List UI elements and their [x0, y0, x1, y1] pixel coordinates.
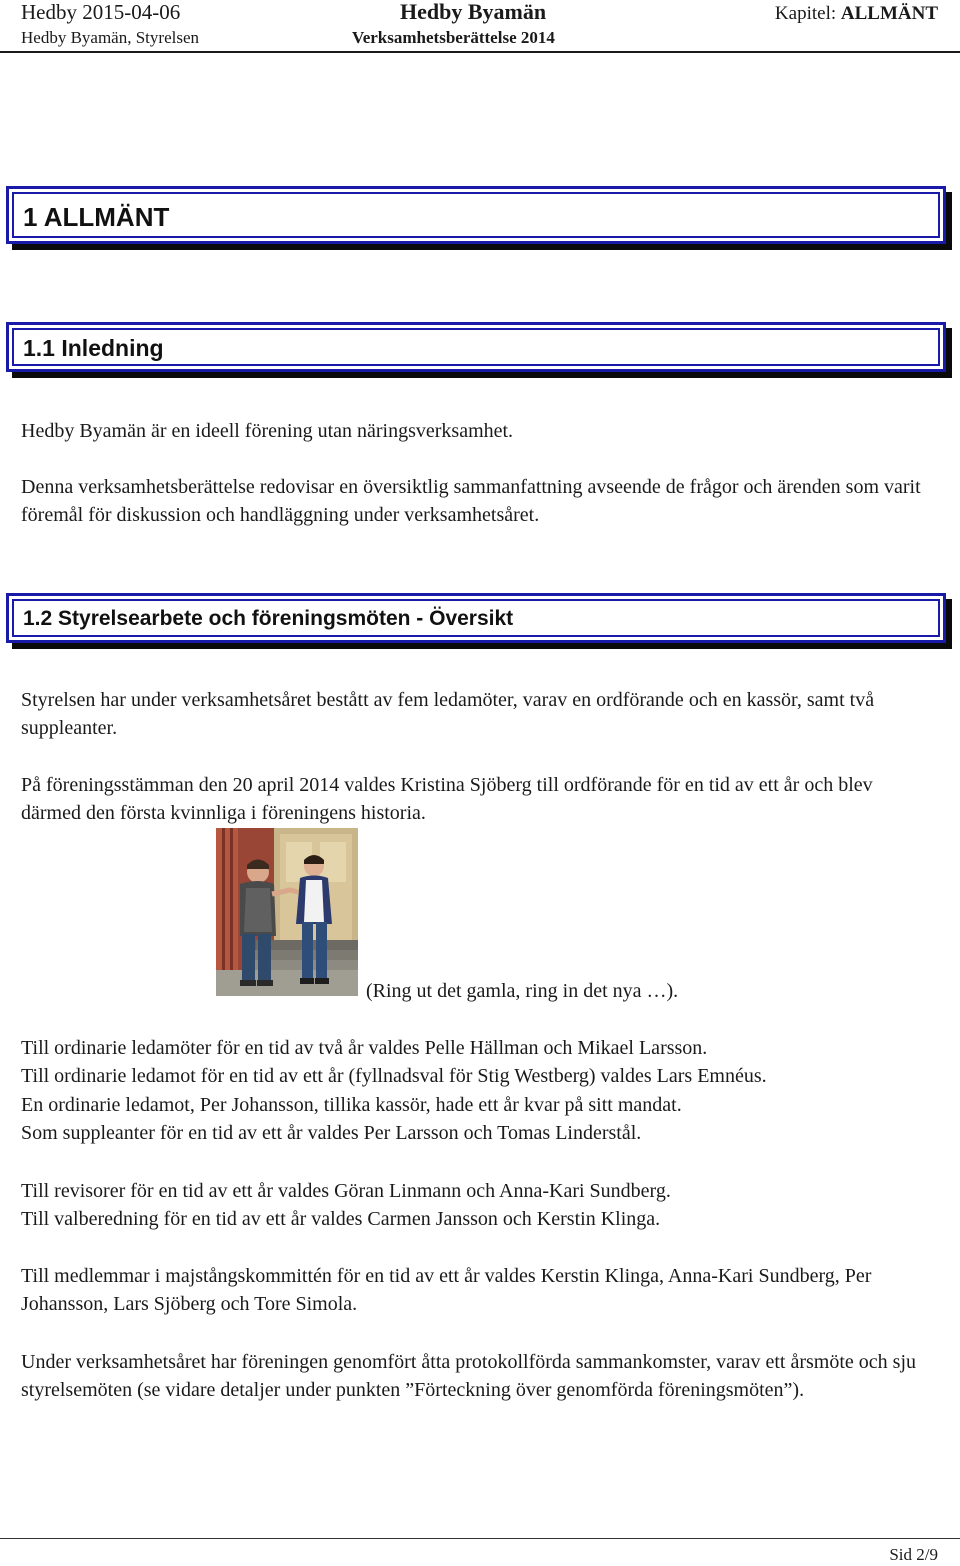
paragraph-election-l1: Till ordinarie ledamöter för en tid av två år valdes Pelle Hällman och Mikael Larsson.: [21, 1037, 708, 1059]
header-chapter-name: ALLMÄNT: [840, 3, 938, 24]
paragraph-auditors: Till revisorer för en tid av ett år valdes Göran Linmann och Anna-Kari Sundberg.: [21, 1180, 671, 1202]
heading-box-1: [6, 186, 946, 244]
paragraph-board: Styrelsen har under verksamhetsåret bestått av fem ledamöter, varav en ordförande och en kassör, samt två suppleanter.: [21, 689, 875, 739]
photo-chair-handover: [216, 828, 358, 996]
photo-illustration: [216, 828, 358, 996]
paragraph-chair: På föreningsstämman den 20 april 2014 valdes Kristina Sjöberg till ordförande för en tid av ett år och blev därmed den första kvinnliga i föreningens historia.: [21, 774, 873, 824]
header-divider: [0, 51, 960, 53]
paragraph-meetings: Under verksamhetsåret har föreningen genomfört åtta protokollförda sammankomster, varav ett årsmöte och sju styrelsemöten (se vidare detaljer under punkten ”Förteckning över genomförda föreningsmöten”).: [21, 1351, 917, 1401]
header-chapter-prefix: Kapitel:: [774, 3, 841, 24]
paragraph-intro-1: Hedby Byamän är en ideell förening utan näringsverksamhet.: [21, 420, 514, 442]
header-author: Hedby Byamän, Styrelsen: [21, 28, 199, 47]
paragraph-maypole-committee: Till medlemmar i majstångskommittén för en tid av ett år valdes Kerstin Klinga, Anna-Kari Sundberg, Per Johansson, Lars Sjöberg och Tore Simola.: [21, 1265, 872, 1315]
paragraph-election-l4: Som suppleanter för en tid av ett år valdes Per Larsson och Tomas Linderstål.: [21, 1122, 642, 1144]
heading-box-1-2: [6, 593, 946, 643]
section-heading-1-2: 1.2 Styrelsearbete och föreningsmöten - Översikt: [23, 607, 514, 630]
paragraph-election-l3: En ordinarie ledamot, Per Johansson, tillika kassör, hade ett år kvar på sitt mandat.: [21, 1094, 682, 1116]
heading-box-1-1: [6, 322, 946, 372]
section-heading-1: 1 ALLMÄNT: [23, 202, 170, 232]
header-date: Hedby 2015-04-06: [21, 0, 181, 24]
section-heading-1-1: 1.1 Inledning: [23, 335, 164, 361]
header-chapter: [775, 2, 938, 26]
paragraph-election-l2: Till ordinarie ledamot för en tid av ett år (fyllnadsval för Stig Westberg) valdes Lars Emnéus.: [21, 1065, 767, 1087]
page-header: [0, 0, 960, 52]
paragraph-intro-2: Denna verksamhetsberättelse redovisar en översiktlig sammanfattning avseende de frågor och ärenden som varit föremål för diskussion och handläggning under verksamhetsåret.: [21, 476, 921, 526]
header-org: Hedby Byamän: [400, 0, 547, 24]
photo-caption: (Ring ut det gamla, ring in det nya …).: [366, 980, 679, 1002]
header-doc-title: Verksamhetsberättelse 2014: [352, 28, 555, 47]
paragraph-nomination: Till valberedning för en tid av ett år valdes Carmen Jansson och Kerstin Klinga.: [21, 1208, 661, 1230]
page-number: Sid 2/9: [889, 1545, 938, 1564]
footer-divider: [0, 1538, 960, 1539]
